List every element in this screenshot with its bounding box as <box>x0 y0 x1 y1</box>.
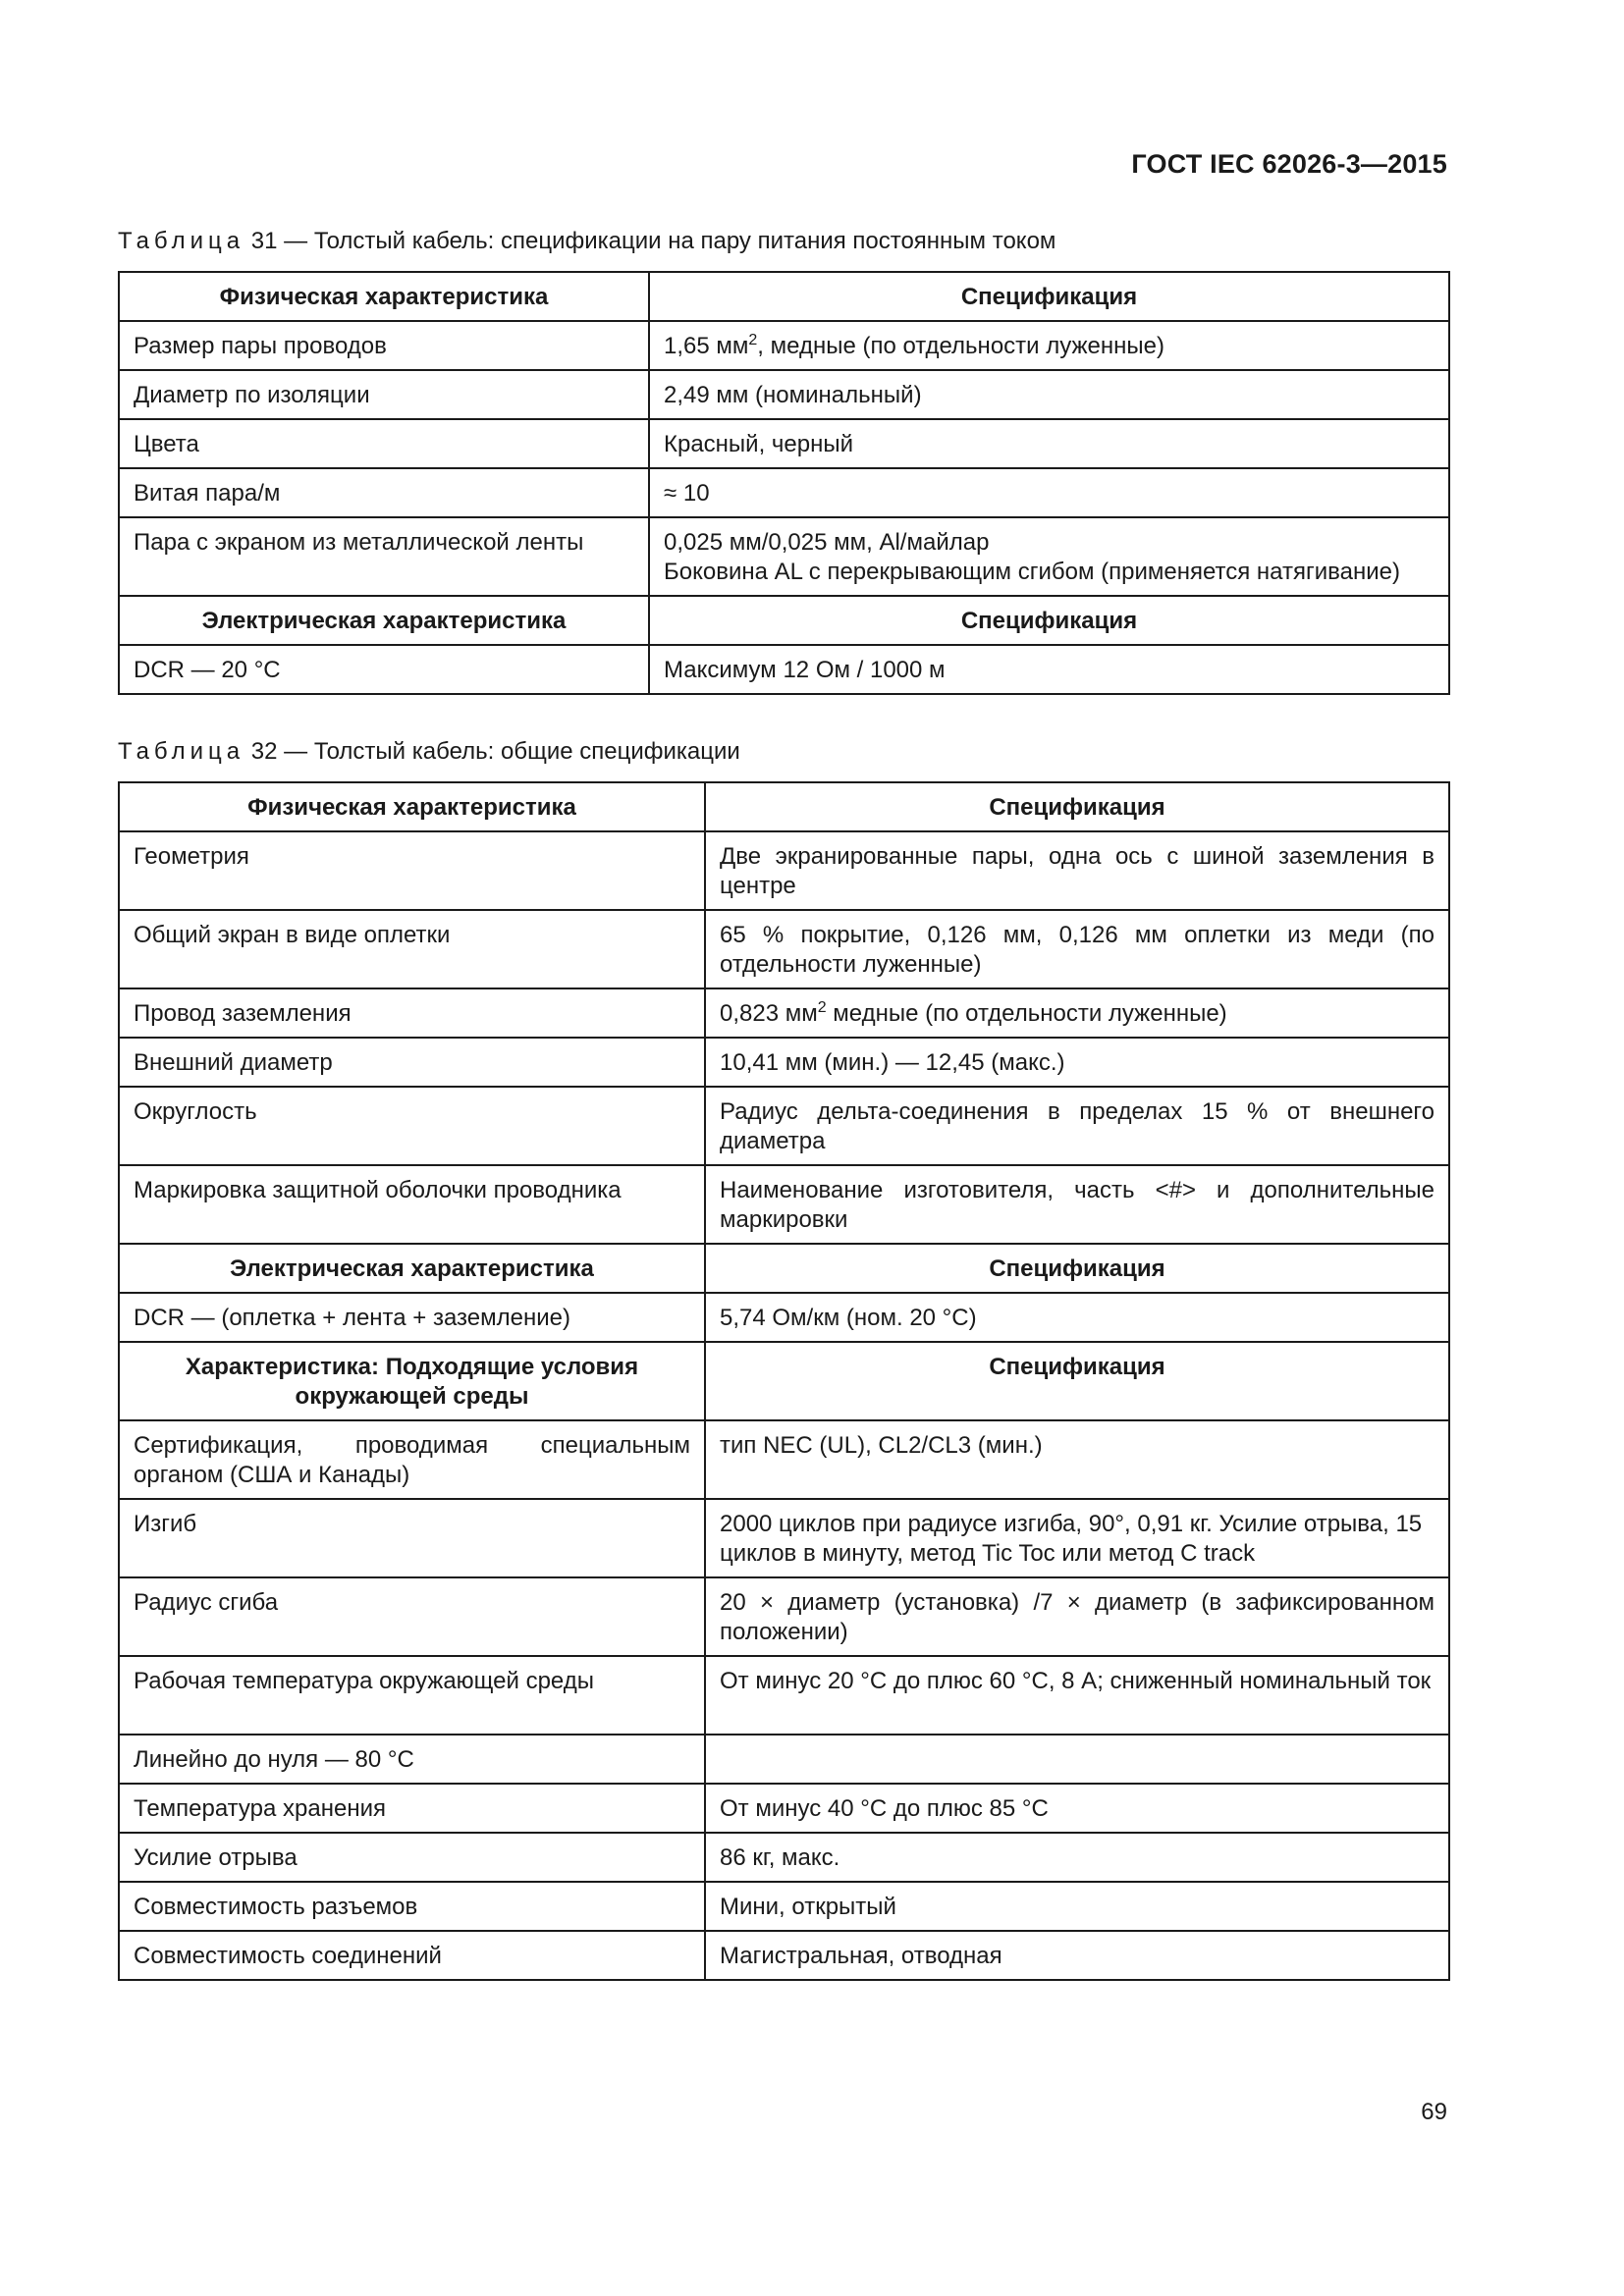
row-value: Мини, открытый <box>705 1882 1449 1931</box>
table-row <box>119 1499 1449 1577</box>
table-row <box>119 1784 1449 1833</box>
table-row <box>119 988 1449 1038</box>
table-31-caption <box>118 228 1056 255</box>
table-31 <box>118 271 1450 695</box>
row-value: От минус 40 °C до плюс 85 °C <box>705 1784 1449 1833</box>
column-header-electrical: Электрическая характеристика <box>119 1244 705 1293</box>
value-line: Боковина AL с перекрывающим сгибом (применяется натягивание) <box>664 559 1400 585</box>
column-header-electrical: Электрическая характеристика <box>119 596 649 645</box>
table-row <box>119 1420 1449 1499</box>
row-label: Изгиб <box>119 1499 705 1577</box>
column-header-spec: Спецификация <box>705 782 1449 831</box>
row-value: ≈ 10 <box>649 468 1449 517</box>
table-header-row <box>119 782 1449 831</box>
value-text: , медные (по отдельности луженные) <box>757 333 1164 359</box>
table-row <box>119 1165 1449 1244</box>
value-text: 0,823 мм <box>720 1000 818 1027</box>
row-value: 2,49 мм (номинальный) <box>649 370 1449 419</box>
page-number: 69 <box>1421 2099 1447 2125</box>
row-value: 2000 циклов при радиусе изгиба, 90°, 0,91 кг. Усилие отрыва, 15 циклов в минуту, метод Tic Toc или метод C track <box>705 1499 1449 1577</box>
column-header-environment: Характеристика: Подходящие условия окружающей среды <box>119 1342 705 1420</box>
table-row <box>119 517 1449 596</box>
row-label: Округлость <box>119 1087 705 1165</box>
value-text: медные (по отдельности луженные) <box>826 1000 1227 1027</box>
table-32-caption-word: Таблица <box>118 738 245 765</box>
row-label: Внешний диаметр <box>119 1038 705 1087</box>
row-label: DCR — 20 °C <box>119 645 649 694</box>
row-label: Рабочая температура окружающей среды <box>119 1656 705 1735</box>
row-label: Витая пара/м <box>119 468 649 517</box>
document-standard-header: ГОСТ IEC 62026-3—2015 <box>1131 149 1447 179</box>
table-header-row <box>119 272 1449 321</box>
row-label: Сертификация, проводимая специальным органом (США и Канады) <box>119 1420 705 1499</box>
superscript: 2 <box>748 332 758 348</box>
row-value: Две экранированные пары, одна ось с шиной заземления в центре <box>705 831 1449 910</box>
superscript: 2 <box>817 999 827 1016</box>
table-section-header-row <box>119 1342 1449 1420</box>
value-line: 0,025 мм/0,025 мм, Al/майлар <box>664 529 990 556</box>
table-row <box>119 1038 1449 1087</box>
row-label: Цвета <box>119 419 649 468</box>
column-header-spec: Спецификация <box>705 1244 1449 1293</box>
row-value: 86 кг, макс. <box>705 1833 1449 1882</box>
table-row <box>119 1931 1449 1980</box>
row-value <box>705 988 1449 1038</box>
column-header-spec: Спецификация <box>649 272 1449 321</box>
table-row <box>119 910 1449 988</box>
row-value: Магистральная, отводная <box>705 1931 1449 1980</box>
table-31-caption-word: Таблица <box>118 228 245 254</box>
row-label: Линейно до нуля — 80 °C <box>119 1735 705 1784</box>
column-header-physical: Физическая характеристика <box>119 272 649 321</box>
row-label: Совместимость разъемов <box>119 1882 705 1931</box>
row-value: Наименование изготовителя, часть <#> и дополнительные маркировки <box>705 1165 1449 1244</box>
column-header-physical: Физическая характеристика <box>119 782 705 831</box>
row-label: Радиус сгиба <box>119 1577 705 1656</box>
table-32 <box>118 781 1450 1981</box>
table-row <box>119 645 1449 694</box>
row-label: Геометрия <box>119 831 705 910</box>
column-header-spec: Спецификация <box>649 596 1449 645</box>
table-section-header-row <box>119 596 1449 645</box>
row-value: От минус 20 °C до плюс 60 °C, 8 А; сниженный номинальный ток <box>705 1656 1449 1735</box>
row-value: 5,74 Ом/км (ном. 20 °C) <box>705 1293 1449 1342</box>
row-label: Пара с экраном из металлической ленты <box>119 517 649 596</box>
table-row <box>119 419 1449 468</box>
table-row <box>119 370 1449 419</box>
table-row <box>119 1577 1449 1656</box>
row-label: Общий экран в виде оплетки <box>119 910 705 988</box>
table-row <box>119 1882 1449 1931</box>
row-label: Температура хранения <box>119 1784 705 1833</box>
row-value: 20 × диаметр (установка) /7 × диаметр (в зафиксированном положении) <box>705 1577 1449 1656</box>
row-label: Усилие отрыва <box>119 1833 705 1882</box>
table-row <box>119 831 1449 910</box>
row-label: DCR — (оплетка + лента + заземление) <box>119 1293 705 1342</box>
row-value: 10,41 мм (мин.) — 12,45 (макс.) <box>705 1038 1449 1087</box>
row-value: Радиус дельта-соединения в пределах 15 % от внешнего диаметра <box>705 1087 1449 1165</box>
table-32-caption-text: 32 — Толстый кабель: общие спецификации <box>250 738 740 765</box>
table-31-caption-text: 31 — Толстый кабель: спецификации на пару питания постоянным током <box>250 228 1056 254</box>
row-value: 65 % покрытие, 0,126 мм, 0,126 мм оплетки из меди (по отдельности луженные) <box>705 910 1449 988</box>
table-section-header-row <box>119 1244 1449 1293</box>
table-32-caption <box>118 738 740 766</box>
table-row <box>119 1087 1449 1165</box>
row-value: Максимум 12 Ом / 1000 м <box>649 645 1449 694</box>
row-label: Совместимость соединений <box>119 1931 705 1980</box>
column-header-spec: Спецификация <box>705 1342 1449 1420</box>
row-label: Размер пары проводов <box>119 321 649 370</box>
table-row <box>119 1833 1449 1882</box>
row-value <box>649 321 1449 370</box>
table-row <box>119 1656 1449 1735</box>
table-row <box>119 1735 1449 1784</box>
row-value <box>705 1735 1449 1784</box>
row-label: Маркировка защитной оболочки проводника <box>119 1165 705 1244</box>
row-value <box>649 517 1449 596</box>
table-row <box>119 1293 1449 1342</box>
table-row <box>119 321 1449 370</box>
row-value: тип NEC (UL), CL2/CL3 (мин.) <box>705 1420 1449 1499</box>
row-label: Провод заземления <box>119 988 705 1038</box>
row-label: Диаметр по изоляции <box>119 370 649 419</box>
table-row <box>119 468 1449 517</box>
row-value: Красный, черный <box>649 419 1449 468</box>
value-text: 1,65 мм <box>664 333 749 359</box>
